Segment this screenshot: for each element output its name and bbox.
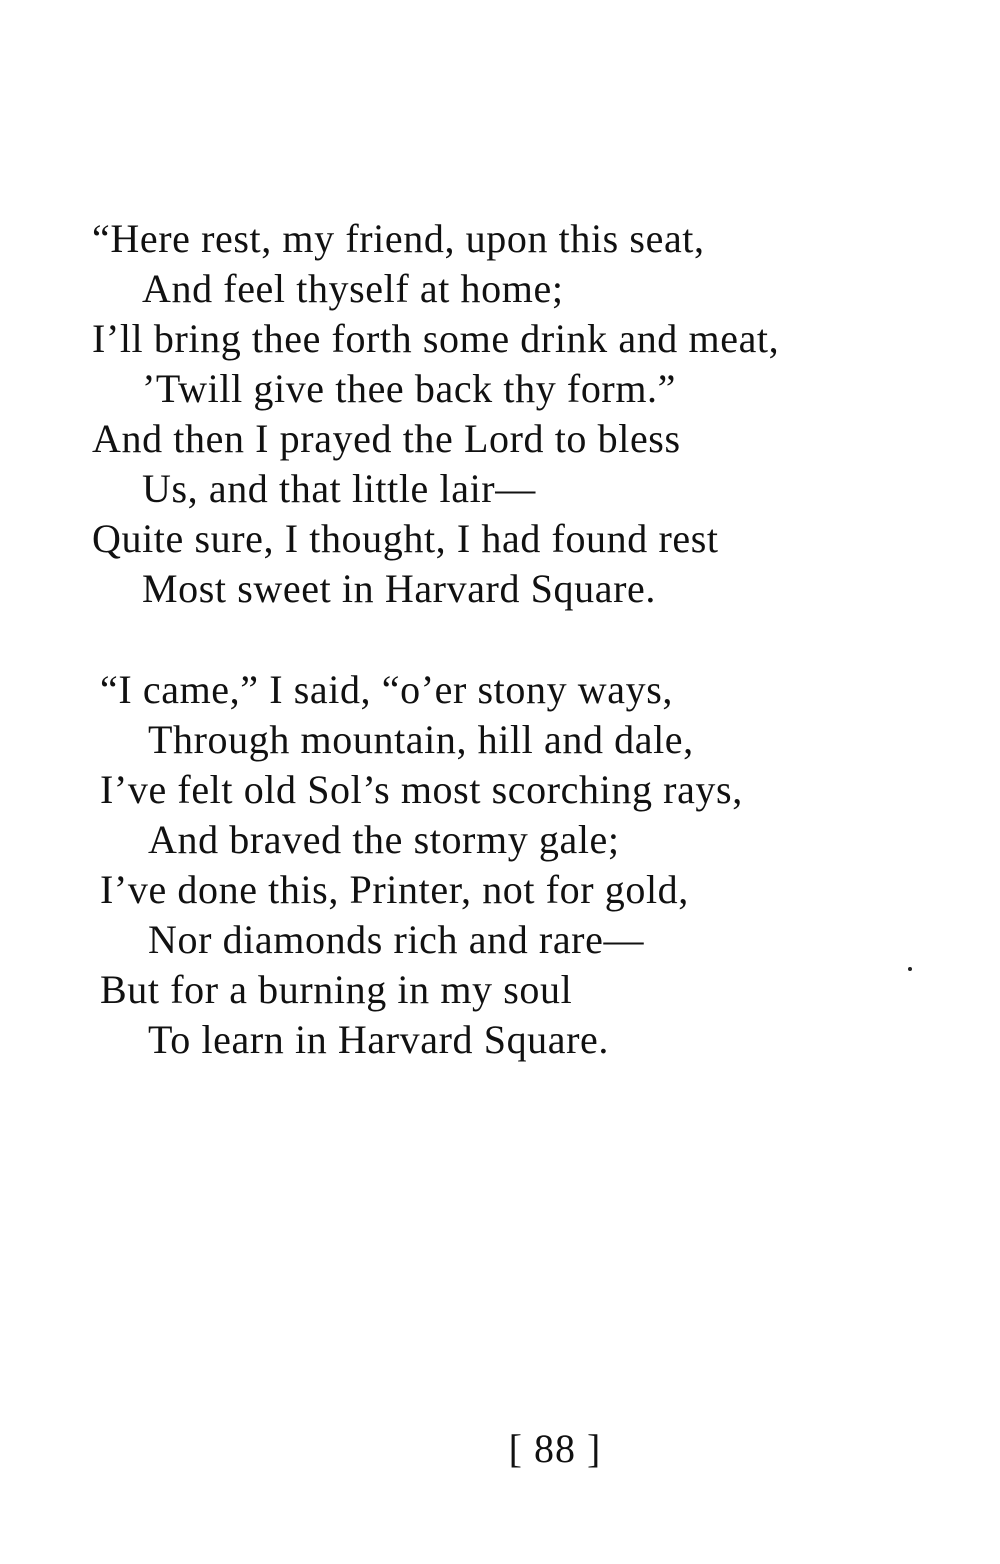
poem-line: Quite sure, I thought, I had found rest (92, 516, 719, 561)
poem-stanza-2 (92, 665, 952, 1065)
poem-line: And feel thyself at home; (142, 266, 564, 311)
poem-stanza-1 (92, 214, 952, 614)
poem-line: Through mountain, hill and dale, (148, 717, 694, 762)
poem-line: But for a burning in my soul (100, 967, 573, 1012)
poem-line: “I came,” I said, “o’er stony ways, (100, 667, 673, 712)
poem-line: Us, and that little lair— (142, 466, 536, 511)
poem-line: I’ve done this, Printer, not for gold, (100, 867, 689, 912)
poem-line: ’Twill give thee back thy form.” (142, 366, 677, 411)
poem-line: And braved the stormy gale; (148, 817, 620, 862)
poem-line: Nor diamonds rich and rare— (148, 917, 645, 962)
print-speck (908, 967, 912, 971)
page-number: [ 88 ] (508, 1426, 602, 1471)
poem-line: To learn in Harvard Square. (148, 1017, 610, 1062)
poem-line: And then I prayed the Lord to bless (92, 416, 681, 461)
poem-line: I’ll bring thee forth some drink and meat, (92, 316, 780, 361)
poem-line: Most sweet in Harvard Square. (142, 566, 656, 611)
poem-line: I’ve felt old Sol’s most scorching rays, (100, 767, 743, 812)
poem-line: “Here rest, my friend, upon this seat, (92, 216, 705, 261)
